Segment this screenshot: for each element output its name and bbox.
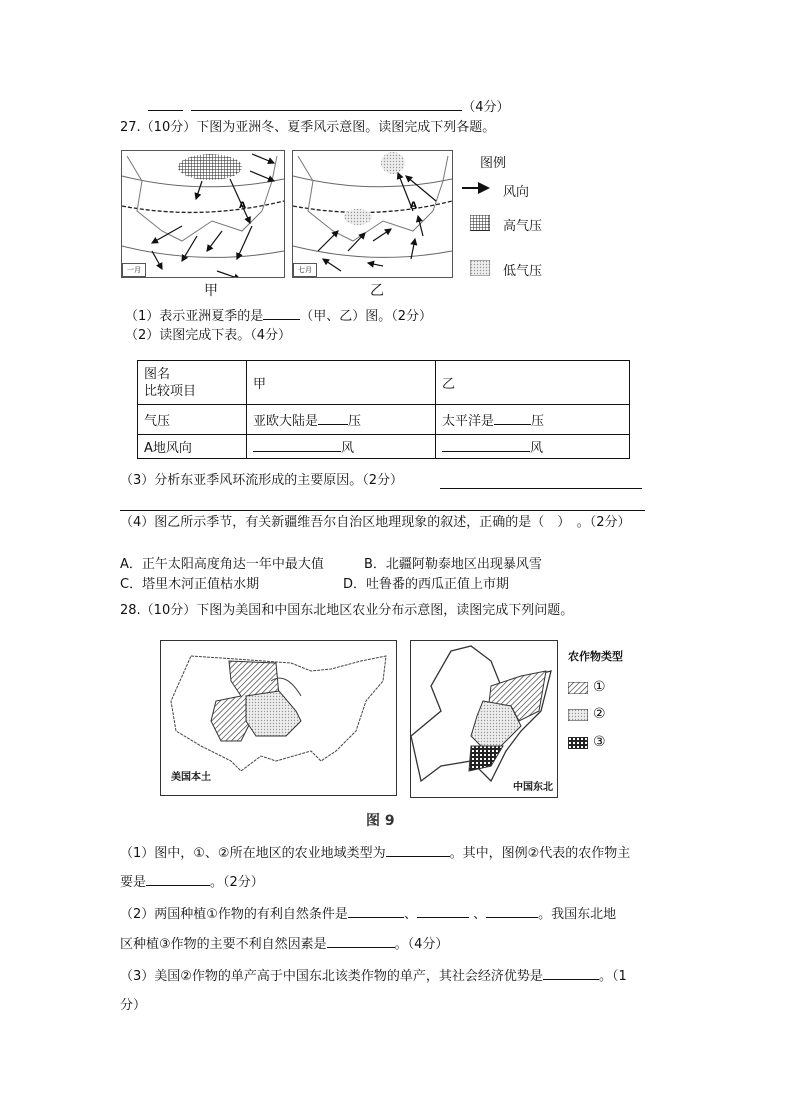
legend-title: 农作物类型 [568, 650, 623, 663]
check-swatch-icon [568, 737, 588, 749]
legend-item-2: ② [593, 706, 606, 722]
answer-blank[interactable] [417, 904, 469, 918]
answer-blank[interactable] [543, 966, 599, 980]
china-northeast-map [410, 640, 558, 798]
q28-sub1-line2 [120, 872, 264, 892]
low-pressure-area [381, 152, 405, 174]
cn-label: 中国东北 [513, 782, 553, 793]
q27-sub4: （4）图乙所示季节，有关新疆维吾尔自治区地理现象的叙述，正确的是（ ） 。（2分） [120, 515, 631, 530]
text: 亚欧大陆是 [253, 414, 319, 429]
option-b: B．北疆阿勒泰地区出现暴风雪 [364, 557, 542, 572]
answer-blank[interactable] [318, 411, 348, 425]
answer-blank[interactable] [494, 411, 531, 425]
answer-blank[interactable] [253, 438, 341, 452]
q28-sub2-line2 [120, 934, 448, 954]
monsoon-map-yi [293, 151, 452, 277]
month-label: 七月 [293, 263, 317, 277]
legend-high: 高气压 [503, 219, 543, 234]
asia-july-map [292, 150, 453, 278]
q28-sub3-line1 [120, 966, 627, 986]
row-label: 气压 [138, 405, 247, 435]
q27-sub3: （3）分析东亚季风环流形成的主要原因。（2分） [120, 473, 404, 488]
option-a: A．正午太阳高度角达一年中最大值 [120, 557, 324, 572]
text: 。我国东北地 [538, 907, 617, 922]
text: （1）图中，①、②所在地区的农业地域类型为 [120, 846, 386, 861]
text: 。其中，图例②代表的农作物主 [449, 846, 631, 861]
us-map [160, 640, 397, 796]
monsoon-map-jia [122, 151, 284, 277]
answer-line-prev [148, 97, 510, 117]
q27-title: 27.（10分）下图为亚洲冬、夏季风示意图。读图完成下列各题。 [120, 120, 496, 135]
answer-blank[interactable] [263, 306, 300, 320]
option-c: C．塔里木河正值枯水期 [120, 577, 260, 592]
text: 。（2分） [210, 875, 264, 890]
answer-line[interactable] [120, 510, 645, 511]
text: 、 [403, 907, 417, 922]
score: （4分） [462, 100, 510, 115]
low-pressure-area [344, 209, 372, 225]
high-pressure-area [178, 154, 242, 180]
text: 风 [341, 441, 355, 456]
blank[interactable] [191, 97, 462, 111]
ne-china-outline [411, 641, 557, 797]
legend-low: 低气压 [503, 264, 543, 279]
low-pressure-swatch-icon [470, 260, 490, 276]
row-label: A地风向 [138, 435, 247, 459]
comparison-table [137, 360, 630, 459]
dots-swatch-icon [568, 709, 588, 721]
us-label: 美国本土 [171, 772, 211, 783]
figure-caption: 图 9 [366, 813, 395, 829]
q28-sub1-line1 [120, 843, 630, 863]
blank[interactable] [148, 97, 183, 111]
text: 。（1 [598, 969, 627, 984]
legend-wind: 风向 [503, 185, 530, 200]
q28-sub3-line2: 分） [120, 998, 147, 1013]
col-jia: 甲 [247, 361, 436, 405]
answer-blank[interactable] [486, 904, 538, 918]
col-yi: 乙 [436, 361, 630, 405]
option-d: D．吐鲁番的西瓜正值上市期 [343, 577, 510, 592]
hatch-swatch-icon [568, 682, 588, 694]
high-pressure-swatch-icon [470, 215, 490, 231]
answer-blank[interactable] [442, 438, 530, 452]
text: 区种植③作物的主要不利自然因素是 [120, 937, 327, 952]
legend-item-1: ① [593, 679, 606, 695]
text: 要是 [120, 875, 147, 890]
map-caption-yi: 乙 [370, 283, 384, 299]
text: 、 [473, 907, 487, 922]
map-caption-jia: 甲 [204, 283, 218, 299]
point-a-label: A [239, 201, 246, 211]
text: 。（4分） [394, 937, 449, 952]
answer-line[interactable] [440, 488, 642, 489]
text: （甲、乙）图。（2分） [300, 309, 433, 324]
arrow-icon [460, 182, 496, 194]
answer-blank[interactable] [348, 904, 404, 918]
q28-title: 28.（10分）下图为美国和中国东北地区农业分布示意图，读图完成下列问题。 [120, 603, 574, 618]
header-top: 图名 [144, 366, 171, 382]
text: 太平洋是 [442, 414, 495, 429]
point-a-label: A [410, 201, 417, 211]
asia-january-map [121, 150, 285, 278]
month-label: 一月 [122, 263, 146, 277]
answer-blank[interactable] [146, 872, 210, 886]
answer-blank[interactable] [386, 843, 450, 857]
header-bottom: 比较项目 [144, 383, 197, 399]
text: （3）美国②作物的单产高于中国东北该类作物的单产，其社会经济优势是 [120, 969, 543, 984]
legend-title: 图例 [480, 156, 507, 171]
text: （2）两国种植①作物的有利自然条件是 [120, 907, 348, 922]
text: （1）表示亚洲夏季的是 [125, 309, 264, 324]
q27-sub1 [125, 306, 432, 326]
text: 压 [348, 414, 362, 429]
q27-sub2: （2）读图完成下表。（4分） [125, 328, 292, 343]
legend-item-3: ③ [593, 734, 606, 750]
answer-blank[interactable] [327, 934, 395, 948]
text: 风 [530, 441, 544, 456]
q28-sub2-line1 [120, 904, 616, 924]
text: 压 [531, 414, 545, 429]
